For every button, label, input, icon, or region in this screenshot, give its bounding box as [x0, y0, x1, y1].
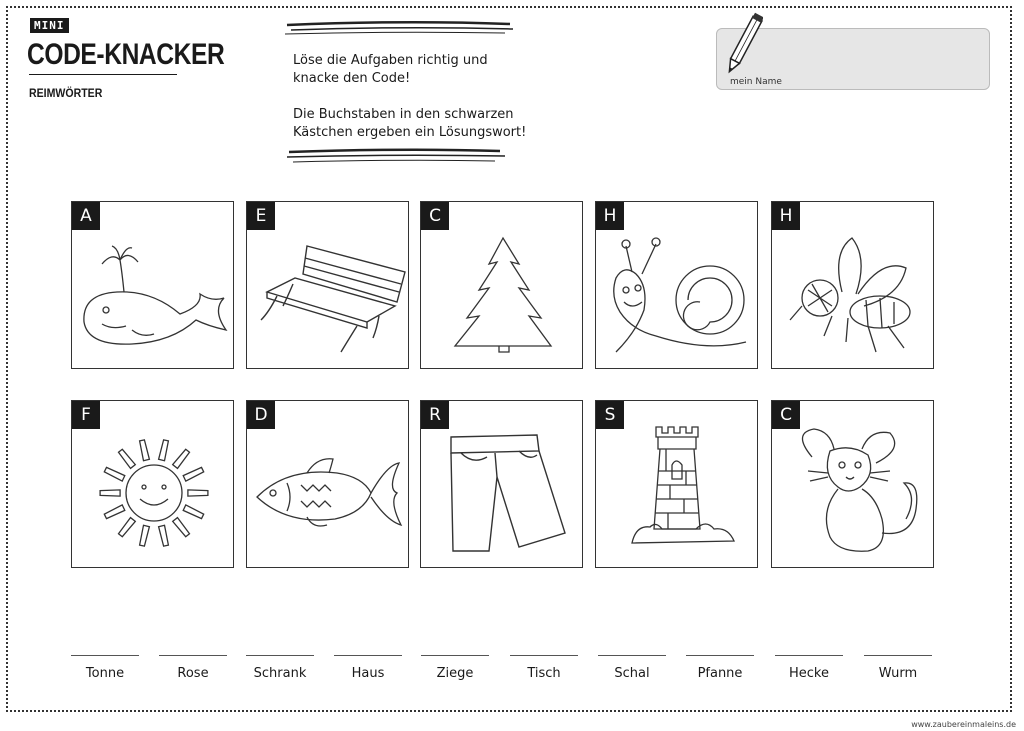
code-letter: R	[421, 401, 449, 429]
code-letter: C	[421, 202, 449, 230]
sun-ray	[119, 518, 136, 537]
rhyme-word: Hecke	[789, 666, 829, 681]
code-letter: C	[772, 401, 800, 429]
answer-line	[775, 655, 843, 656]
rhyme-word-slot[interactable]	[508, 655, 580, 681]
sun-ray	[104, 467, 125, 481]
sun-ray	[188, 490, 208, 496]
code-letter: A	[72, 202, 100, 230]
sun-ray	[159, 440, 169, 461]
sun-ray	[159, 525, 169, 546]
title-rule	[29, 74, 177, 75]
code-letter: H	[772, 202, 800, 230]
rhyme-word: Schal	[614, 666, 650, 681]
page-title: CODE-KNACKER	[27, 38, 225, 71]
rhyme-word: Haus	[351, 666, 385, 681]
sun-ray	[183, 505, 204, 519]
instructions	[285, 18, 525, 168]
picture-card-sun	[71, 400, 234, 568]
answer-line	[421, 655, 489, 656]
sun-ray	[140, 440, 150, 461]
picture-card-fly	[771, 201, 934, 369]
picture-card-snail	[595, 201, 758, 369]
answer-line	[159, 655, 227, 656]
rhyme-word: Tonne	[85, 666, 125, 681]
code-letter: S	[596, 401, 624, 429]
instruction-line: Kästchen ergeben ein Lösungswort!	[293, 125, 527, 140]
pencil-icon	[723, 11, 763, 81]
rhyme-word-slot[interactable]	[244, 655, 316, 681]
rhyme-word: Wurm	[878, 666, 918, 681]
sun-ray	[173, 449, 190, 468]
rhyme-word: Pfanne	[697, 666, 743, 681]
picture-card-fir-tree	[420, 201, 583, 369]
answer-line	[598, 655, 666, 656]
name-field[interactable]	[716, 28, 990, 90]
rhyme-word-slot[interactable]	[684, 655, 756, 681]
answer-line	[246, 655, 314, 656]
sun-ray	[100, 490, 120, 496]
rhyme-word-slot[interactable]	[773, 655, 845, 681]
rhyme-word-slot[interactable]	[596, 655, 668, 681]
rhyme-word: Rose	[177, 666, 209, 681]
code-letter: F	[72, 401, 100, 429]
answer-line	[864, 655, 932, 656]
answer-line	[334, 655, 402, 656]
answer-line	[686, 655, 754, 656]
page-subtitle: REIMWÖRTER	[29, 86, 103, 100]
picture-card-trousers	[420, 400, 583, 568]
rhyme-word: Tisch	[527, 666, 561, 681]
rhyme-word: Schrank	[253, 666, 307, 681]
instruction-line: knacke den Code!	[293, 71, 411, 86]
brush-strokes	[285, 18, 525, 168]
answer-line	[510, 655, 578, 656]
sun-ray	[183, 467, 204, 481]
code-letter: E	[247, 202, 275, 230]
picture-card-mouse	[771, 400, 934, 568]
rhyme-word-slot[interactable]	[157, 655, 229, 681]
rhyme-word-slot[interactable]	[419, 655, 491, 681]
picture-card-bench	[246, 201, 409, 369]
sun-ray	[173, 518, 190, 537]
footer-url: www.zaubereinmaleins.de	[911, 720, 1016, 729]
picture-card-tower	[595, 400, 758, 568]
rhyme-word-slot[interactable]	[862, 655, 934, 681]
code-letter: H	[596, 202, 624, 230]
sun-ray	[104, 505, 125, 519]
rhyme-word-slot[interactable]	[332, 655, 404, 681]
name-label: mein Name	[730, 77, 782, 87]
rhyme-word-slot[interactable]	[69, 655, 141, 681]
sun-ray	[140, 525, 150, 546]
rhyme-word: Ziege	[436, 666, 474, 681]
picture-card-whale	[71, 201, 234, 369]
code-letter: D	[247, 401, 275, 429]
mini-badge: MINI	[30, 18, 69, 33]
sun-rays	[100, 440, 208, 546]
instruction-line: Löse die Aufgaben richtig und	[293, 53, 488, 68]
picture-card-fish	[246, 400, 409, 568]
sun-ray	[119, 449, 136, 468]
answer-line	[71, 655, 139, 656]
instruction-line: Die Buchstaben in den schwarzen	[293, 107, 514, 122]
